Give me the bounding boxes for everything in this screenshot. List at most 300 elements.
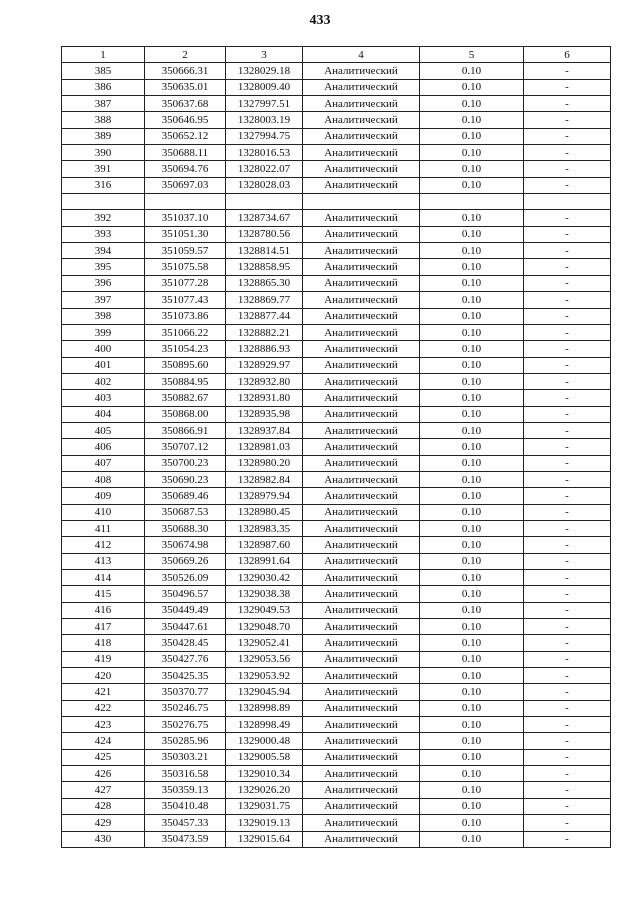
method-cell: Аналитический (303, 700, 420, 716)
table-row (62, 243, 611, 259)
accuracy-cell: 0.10 (420, 341, 524, 357)
header-row (62, 47, 611, 63)
note-cell: - (524, 684, 611, 700)
point-number-cell: 427 (62, 782, 145, 798)
table-row (62, 194, 611, 210)
note-cell: - (524, 292, 611, 308)
y-coordinate-cell: 1327994.75 (226, 128, 303, 144)
method-cell: Аналитический (303, 390, 420, 406)
x-coordinate-cell: 351066.22 (145, 324, 226, 340)
note-cell: - (524, 357, 611, 373)
table-row (62, 357, 611, 373)
y-coordinate-cell: 1329010.34 (226, 766, 303, 782)
table-row (62, 619, 611, 635)
point-number-cell: 426 (62, 766, 145, 782)
point-number-cell: 410 (62, 504, 145, 520)
accuracy-cell: 0.10 (420, 733, 524, 749)
accuracy-cell: 0.10 (420, 292, 524, 308)
method-cell: Аналитический (303, 145, 420, 161)
accuracy-cell: 0.10 (420, 782, 524, 798)
x-coordinate-cell: 351077.28 (145, 275, 226, 291)
note-cell: - (524, 455, 611, 471)
note-cell: - (524, 259, 611, 275)
table-row (62, 798, 611, 814)
y-coordinate-cell: 1329049.53 (226, 602, 303, 618)
note-cell: - (524, 520, 611, 536)
table-row (62, 455, 611, 471)
point-number-cell: 389 (62, 128, 145, 144)
note-cell: - (524, 700, 611, 716)
table-row (62, 684, 611, 700)
table-row (62, 815, 611, 831)
x-coordinate-cell: 350882.67 (145, 390, 226, 406)
accuracy-cell: 0.10 (420, 373, 524, 389)
point-number-cell: 396 (62, 275, 145, 291)
point-number-cell: 402 (62, 373, 145, 389)
table-row (62, 749, 611, 765)
note-cell: - (524, 815, 611, 831)
note-cell: - (524, 422, 611, 438)
accuracy-cell: 0.10 (420, 504, 524, 520)
point-number-cell: 407 (62, 455, 145, 471)
y-coordinate-cell: 1328980.45 (226, 504, 303, 520)
accuracy-cell: 0.10 (420, 455, 524, 471)
accuracy-cell: 0.10 (420, 684, 524, 700)
note-cell: - (524, 537, 611, 553)
x-coordinate-cell: 351037.10 (145, 210, 226, 226)
point-number-cell: 409 (62, 488, 145, 504)
method-cell: Аналитический (303, 292, 420, 308)
accuracy-cell: 0.10 (420, 210, 524, 226)
table-row (62, 700, 611, 716)
y-coordinate-cell: 1328865.30 (226, 275, 303, 291)
note-cell: - (524, 96, 611, 112)
y-coordinate-cell: 1328991.64 (226, 553, 303, 569)
point-number-cell: 413 (62, 553, 145, 569)
accuracy-cell: 0.10 (420, 635, 524, 651)
x-coordinate-cell: 351077.43 (145, 292, 226, 308)
note-cell: - (524, 406, 611, 422)
x-coordinate-cell: 350868.00 (145, 406, 226, 422)
point-number-cell: 411 (62, 520, 145, 536)
y-coordinate-cell: 1328780.56 (226, 226, 303, 242)
note-cell: - (524, 668, 611, 684)
accuracy-cell: 0.10 (420, 537, 524, 553)
x-coordinate-cell: 350689.46 (145, 488, 226, 504)
y-coordinate-cell: 1329015.64 (226, 831, 303, 847)
point-number-cell: 417 (62, 619, 145, 635)
y-coordinate-cell: 1329005.58 (226, 749, 303, 765)
point-number-cell: 424 (62, 733, 145, 749)
y-coordinate-cell (226, 194, 303, 210)
y-coordinate-cell: 1328003.19 (226, 112, 303, 128)
y-coordinate-cell: 1328814.51 (226, 243, 303, 259)
accuracy-cell: 0.10 (420, 668, 524, 684)
x-coordinate-cell: 350666.31 (145, 63, 226, 79)
note-cell: - (524, 210, 611, 226)
x-coordinate-cell: 350370.77 (145, 684, 226, 700)
table-row (62, 373, 611, 389)
y-coordinate-cell: 1328983.35 (226, 520, 303, 536)
y-coordinate-cell: 1328869.77 (226, 292, 303, 308)
column-header: 4 (303, 47, 420, 63)
y-coordinate-cell: 1328980.20 (226, 455, 303, 471)
point-number-cell: 391 (62, 161, 145, 177)
accuracy-cell: 0.10 (420, 700, 524, 716)
note-cell: - (524, 128, 611, 144)
point-number-cell: 416 (62, 602, 145, 618)
y-coordinate-cell: 1328877.44 (226, 308, 303, 324)
y-coordinate-cell: 1328935.98 (226, 406, 303, 422)
x-coordinate-cell: 350635.01 (145, 79, 226, 95)
method-cell: Аналитический (303, 651, 420, 667)
method-cell: Аналитический (303, 815, 420, 831)
point-number-cell: 394 (62, 243, 145, 259)
note-cell: - (524, 504, 611, 520)
y-coordinate-cell: 1328931.80 (226, 390, 303, 406)
x-coordinate-cell: 350690.23 (145, 471, 226, 487)
x-coordinate-cell: 350700.23 (145, 455, 226, 471)
note-cell: - (524, 439, 611, 455)
note-cell: - (524, 226, 611, 242)
point-number-cell: 430 (62, 831, 145, 847)
x-coordinate-cell: 350652.12 (145, 128, 226, 144)
note-cell: - (524, 602, 611, 618)
table-row (62, 259, 611, 275)
accuracy-cell: 0.10 (420, 422, 524, 438)
method-cell: Аналитический (303, 553, 420, 569)
table-row (62, 324, 611, 340)
method-cell: Аналитический (303, 308, 420, 324)
accuracy-cell: 0.10 (420, 63, 524, 79)
y-coordinate-cell: 1328998.89 (226, 700, 303, 716)
accuracy-cell: 0.10 (420, 831, 524, 847)
column-header: 2 (145, 47, 226, 63)
x-coordinate-cell: 351054.23 (145, 341, 226, 357)
accuracy-cell: 0.10 (420, 128, 524, 144)
table-row (62, 128, 611, 144)
y-coordinate-cell: 1328886.93 (226, 341, 303, 357)
accuracy-cell: 0.10 (420, 570, 524, 586)
point-number-cell: 390 (62, 145, 145, 161)
x-coordinate-cell: 350637.68 (145, 96, 226, 112)
x-coordinate-cell: 350457.33 (145, 815, 226, 831)
note-cell: - (524, 373, 611, 389)
note-cell: - (524, 798, 611, 814)
method-cell: Аналитический (303, 570, 420, 586)
table-row (62, 717, 611, 733)
x-coordinate-cell: 350427.76 (145, 651, 226, 667)
note-cell: - (524, 749, 611, 765)
table-row (62, 537, 611, 553)
method-cell: Аналитический (303, 439, 420, 455)
accuracy-cell: 0.10 (420, 798, 524, 814)
point-number-cell: 419 (62, 651, 145, 667)
method-cell: Аналитический (303, 766, 420, 782)
accuracy-cell: 0.10 (420, 390, 524, 406)
note-cell: - (524, 112, 611, 128)
note-cell: - (524, 782, 611, 798)
point-number-cell: 414 (62, 570, 145, 586)
note-cell: - (524, 717, 611, 733)
method-cell: Аналитический (303, 668, 420, 684)
y-coordinate-cell: 1328979.94 (226, 488, 303, 504)
x-coordinate-cell: 350303.21 (145, 749, 226, 765)
note-cell: - (524, 635, 611, 651)
note-cell: - (524, 341, 611, 357)
note-cell: - (524, 243, 611, 259)
method-cell: Аналитический (303, 243, 420, 259)
table-row (62, 210, 611, 226)
table-row (62, 766, 611, 782)
point-number-cell: 388 (62, 112, 145, 128)
table-row (62, 79, 611, 95)
y-coordinate-cell: 1328009.40 (226, 79, 303, 95)
y-coordinate-cell: 1329030.42 (226, 570, 303, 586)
x-coordinate-cell: 350687.53 (145, 504, 226, 520)
accuracy-cell (420, 194, 524, 210)
point-number-cell: 387 (62, 96, 145, 112)
accuracy-cell: 0.10 (420, 520, 524, 536)
x-coordinate-cell: 350697.03 (145, 177, 226, 193)
x-coordinate-cell: 350425.35 (145, 668, 226, 684)
method-cell: Аналитический (303, 831, 420, 847)
column-header: 6 (524, 47, 611, 63)
accuracy-cell: 0.10 (420, 749, 524, 765)
method-cell: Аналитический (303, 112, 420, 128)
point-number-cell: 421 (62, 684, 145, 700)
note-cell: - (524, 586, 611, 602)
x-coordinate-cell: 350895.60 (145, 357, 226, 373)
method-cell: Аналитический (303, 602, 420, 618)
point-number-cell: 420 (62, 668, 145, 684)
x-coordinate-cell: 350694.76 (145, 161, 226, 177)
table-header (62, 47, 611, 63)
note-cell: - (524, 766, 611, 782)
point-number-cell: 393 (62, 226, 145, 242)
method-cell: Аналитический (303, 177, 420, 193)
note-cell: - (524, 831, 611, 847)
y-coordinate-cell: 1328882.21 (226, 324, 303, 340)
table-body (62, 63, 611, 848)
column-header: 5 (420, 47, 524, 63)
method-cell: Аналитический (303, 619, 420, 635)
y-coordinate-cell: 1328981.03 (226, 439, 303, 455)
point-number-cell: 428 (62, 798, 145, 814)
accuracy-cell: 0.10 (420, 275, 524, 291)
accuracy-cell: 0.10 (420, 439, 524, 455)
point-number-cell: 418 (62, 635, 145, 651)
page-number: 433 (309, 13, 331, 28)
table-row (62, 96, 611, 112)
table-row (62, 439, 611, 455)
accuracy-cell: 0.10 (420, 406, 524, 422)
accuracy-cell: 0.10 (420, 553, 524, 569)
table-row (62, 782, 611, 798)
method-cell: Аналитический (303, 275, 420, 291)
y-coordinate-cell: 1328028.03 (226, 177, 303, 193)
table-row (62, 733, 611, 749)
method-cell: Аналитический (303, 537, 420, 553)
method-cell (303, 194, 420, 210)
accuracy-cell: 0.10 (420, 651, 524, 667)
x-coordinate-cell: 350449.49 (145, 602, 226, 618)
accuracy-cell: 0.10 (420, 717, 524, 733)
note-cell: - (524, 488, 611, 504)
y-coordinate-cell: 1328029.18 (226, 63, 303, 79)
accuracy-cell: 0.10 (420, 488, 524, 504)
x-coordinate-cell: 350428.45 (145, 635, 226, 651)
table-row (62, 177, 611, 193)
y-coordinate-cell: 1328937.84 (226, 422, 303, 438)
y-coordinate-cell: 1329031.75 (226, 798, 303, 814)
y-coordinate-cell: 1329026.20 (226, 782, 303, 798)
accuracy-cell: 0.10 (420, 308, 524, 324)
method-cell: Аналитический (303, 406, 420, 422)
table-row (62, 406, 611, 422)
point-number-cell: 415 (62, 586, 145, 602)
method-cell: Аналитический (303, 422, 420, 438)
y-coordinate-cell: 1328016.53 (226, 145, 303, 161)
y-coordinate-cell: 1329038.38 (226, 586, 303, 602)
accuracy-cell: 0.10 (420, 586, 524, 602)
method-cell: Аналитический (303, 520, 420, 536)
point-number-cell: 399 (62, 324, 145, 340)
table-row (62, 292, 611, 308)
y-coordinate-cell: 1328987.60 (226, 537, 303, 553)
point-number-cell: 422 (62, 700, 145, 716)
column-header: 3 (226, 47, 303, 63)
point-number-cell: 398 (62, 308, 145, 324)
point-number-cell: 397 (62, 292, 145, 308)
accuracy-cell: 0.10 (420, 324, 524, 340)
method-cell: Аналитический (303, 586, 420, 602)
x-coordinate-cell: 350884.95 (145, 373, 226, 389)
x-coordinate-cell: 350646.95 (145, 112, 226, 128)
y-coordinate-cell: 1329052.41 (226, 635, 303, 651)
point-number-cell (62, 194, 145, 210)
x-coordinate-cell: 350674.98 (145, 537, 226, 553)
note-cell: - (524, 145, 611, 161)
method-cell: Аналитический (303, 324, 420, 340)
table-row (62, 504, 611, 520)
table-row (62, 390, 611, 406)
y-coordinate-cell: 1327997.51 (226, 96, 303, 112)
method-cell: Аналитический (303, 782, 420, 798)
table-row (62, 651, 611, 667)
table-row (62, 63, 611, 79)
table-row (62, 145, 611, 161)
note-cell: - (524, 570, 611, 586)
method-cell: Аналитический (303, 63, 420, 79)
x-coordinate-cell: 350473.59 (145, 831, 226, 847)
table-row (62, 668, 611, 684)
method-cell: Аналитический (303, 504, 420, 520)
point-number-cell: 392 (62, 210, 145, 226)
accuracy-cell: 0.10 (420, 357, 524, 373)
point-number-cell: 405 (62, 422, 145, 438)
point-number-cell: 425 (62, 749, 145, 765)
x-coordinate-cell: 350447.61 (145, 619, 226, 635)
accuracy-cell: 0.10 (420, 243, 524, 259)
note-cell: - (524, 324, 611, 340)
x-coordinate-cell: 350526.09 (145, 570, 226, 586)
x-coordinate-cell: 350496.57 (145, 586, 226, 602)
x-coordinate-cell: 351075.58 (145, 259, 226, 275)
x-coordinate-cell: 350285.96 (145, 733, 226, 749)
y-coordinate-cell: 1328998.49 (226, 717, 303, 733)
method-cell: Аналитический (303, 210, 420, 226)
x-coordinate-cell (145, 194, 226, 210)
table-row (62, 226, 611, 242)
x-coordinate-cell: 350866.91 (145, 422, 226, 438)
coordinates-table (61, 46, 611, 848)
y-coordinate-cell: 1328858.95 (226, 259, 303, 275)
method-cell: Аналитический (303, 357, 420, 373)
accuracy-cell: 0.10 (420, 79, 524, 95)
point-number-cell: 403 (62, 390, 145, 406)
table-row (62, 635, 611, 651)
method-cell: Аналитический (303, 717, 420, 733)
table-row (62, 520, 611, 536)
x-coordinate-cell: 351051.30 (145, 226, 226, 242)
table-row (62, 275, 611, 291)
y-coordinate-cell: 1329048.70 (226, 619, 303, 635)
y-coordinate-cell: 1329053.92 (226, 668, 303, 684)
point-number-cell: 386 (62, 79, 145, 95)
table-row (62, 341, 611, 357)
x-coordinate-cell: 350688.11 (145, 145, 226, 161)
method-cell: Аналитический (303, 161, 420, 177)
method-cell: Аналитический (303, 259, 420, 275)
y-coordinate-cell: 1328982.84 (226, 471, 303, 487)
note-cell: - (524, 177, 611, 193)
method-cell: Аналитический (303, 749, 420, 765)
point-number-cell: 423 (62, 717, 145, 733)
note-cell: - (524, 471, 611, 487)
accuracy-cell: 0.10 (420, 112, 524, 128)
note-cell: - (524, 553, 611, 569)
method-cell: Аналитический (303, 471, 420, 487)
table-row (62, 553, 611, 569)
point-number-cell: 404 (62, 406, 145, 422)
method-cell: Аналитический (303, 373, 420, 389)
method-cell: Аналитический (303, 341, 420, 357)
x-coordinate-cell: 350410.48 (145, 798, 226, 814)
y-coordinate-cell: 1329053.56 (226, 651, 303, 667)
note-cell (524, 194, 611, 210)
x-coordinate-cell: 351059.57 (145, 243, 226, 259)
method-cell: Аналитический (303, 635, 420, 651)
table-row (62, 422, 611, 438)
note-cell: - (524, 390, 611, 406)
y-coordinate-cell: 1328734.67 (226, 210, 303, 226)
x-coordinate-cell: 350707.12 (145, 439, 226, 455)
note-cell: - (524, 733, 611, 749)
accuracy-cell: 0.10 (420, 145, 524, 161)
x-coordinate-cell: 350246.75 (145, 700, 226, 716)
note-cell: - (524, 308, 611, 324)
accuracy-cell: 0.10 (420, 226, 524, 242)
point-number-cell: 429 (62, 815, 145, 831)
method-cell: Аналитический (303, 96, 420, 112)
accuracy-cell: 0.10 (420, 161, 524, 177)
note-cell: - (524, 651, 611, 667)
column-header: 1 (62, 47, 145, 63)
x-coordinate-cell: 351073.86 (145, 308, 226, 324)
y-coordinate-cell: 1329000.48 (226, 733, 303, 749)
y-coordinate-cell: 1328929.97 (226, 357, 303, 373)
